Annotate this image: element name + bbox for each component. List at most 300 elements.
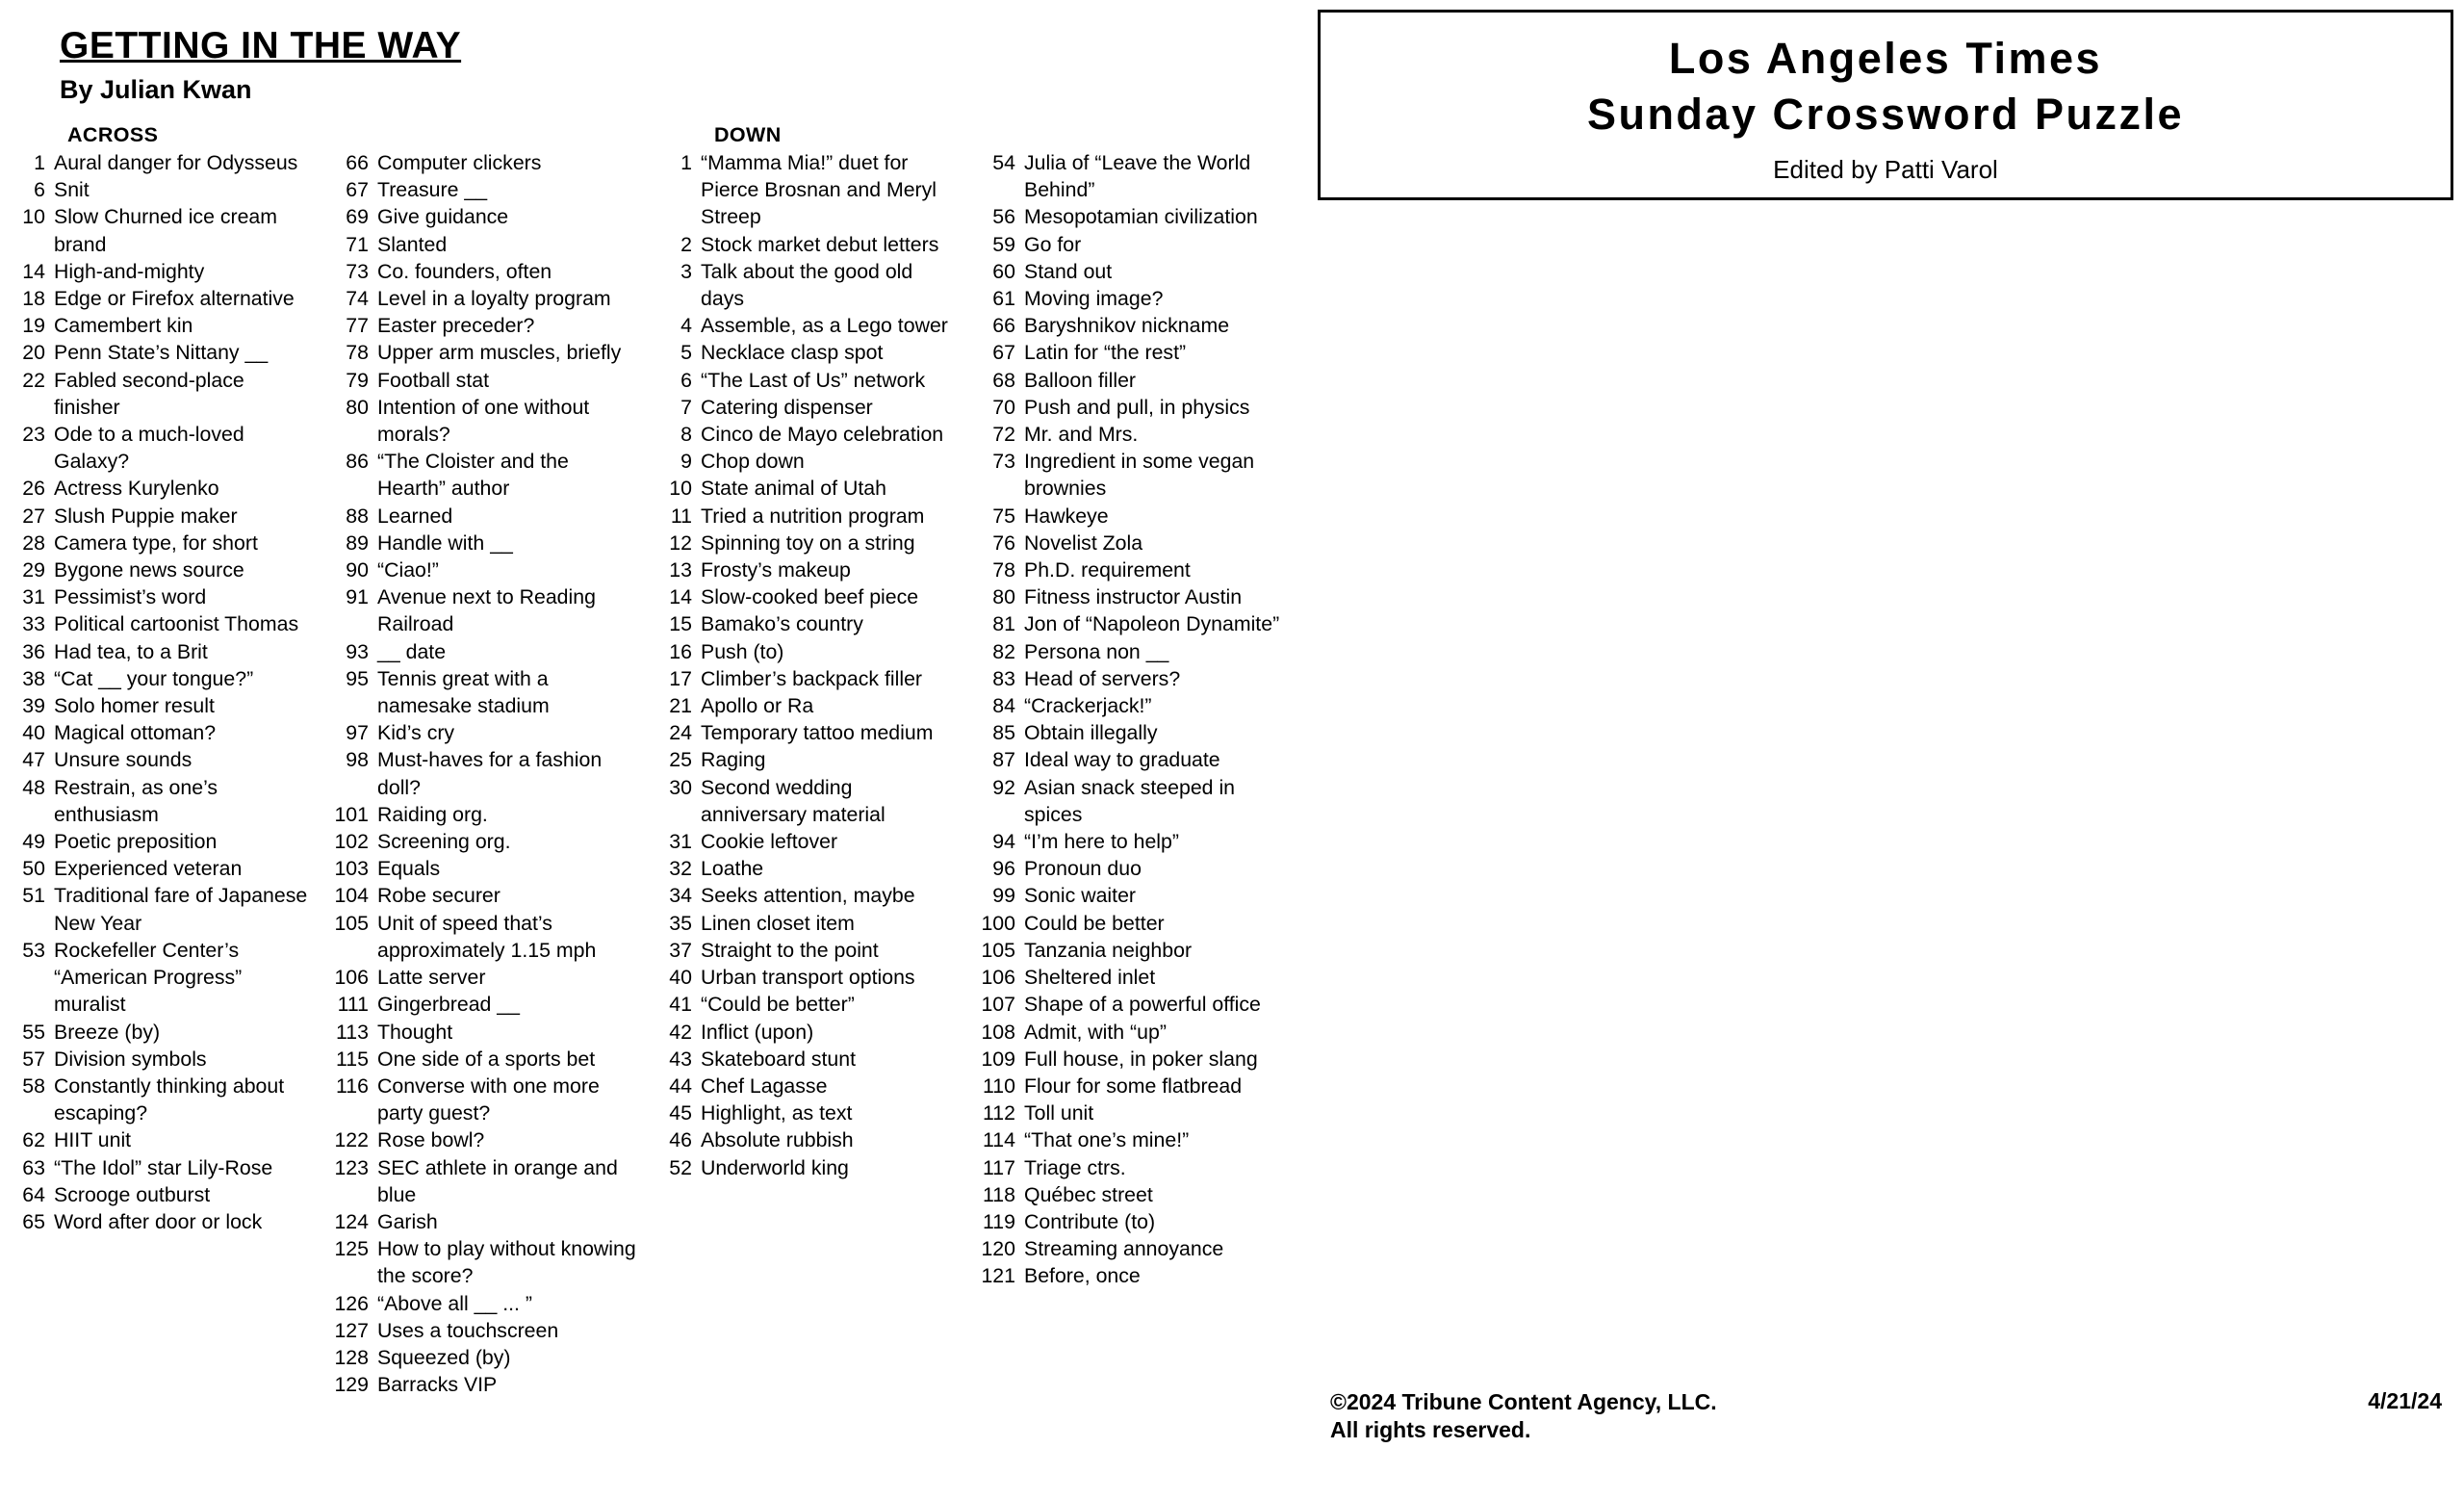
clue-item[interactable] bbox=[323, 1046, 637, 1073]
clue-text: Avenue next to Reading Railroad bbox=[377, 585, 596, 636]
clue-item[interactable] bbox=[0, 203, 314, 257]
clue-item[interactable] bbox=[647, 1099, 961, 1126]
clue-text: Screening org. bbox=[377, 830, 511, 854]
clue-text: Scrooge outburst bbox=[54, 1182, 211, 1206]
clue-text: Unit of speed that’s approximately 1.15 mph bbox=[377, 911, 597, 962]
clue-text: “Mamma Mia!” duet for Pierce Brosnan and Meryl Streep bbox=[701, 151, 937, 229]
page-title: GETTING IN THE WAY bbox=[60, 25, 462, 66]
clue-item[interactable] bbox=[323, 828, 637, 855]
clue-number: 36 bbox=[22, 639, 45, 663]
clue-item[interactable] bbox=[0, 285, 314, 312]
clue-item[interactable] bbox=[0, 312, 314, 339]
clue-text: Squeezed (by) bbox=[377, 1345, 511, 1369]
clue-text: Garish bbox=[377, 1209, 438, 1233]
clue-number: 39 bbox=[22, 694, 45, 718]
clue-item[interactable] bbox=[323, 231, 637, 258]
clue-item[interactable] bbox=[647, 937, 961, 964]
clue-item[interactable] bbox=[0, 937, 314, 1019]
clue-number: 122 bbox=[334, 1128, 369, 1152]
clue-number: 78 bbox=[346, 341, 369, 365]
clue-item[interactable] bbox=[647, 1073, 961, 1099]
clue-item[interactable] bbox=[323, 1073, 637, 1126]
clue-item[interactable] bbox=[647, 149, 961, 231]
clue-number: 103 bbox=[334, 857, 369, 881]
clue-number: 30 bbox=[669, 775, 692, 799]
clue-text: SEC athlete in orange and blue bbox=[377, 1155, 618, 1206]
clue-item[interactable] bbox=[647, 665, 961, 692]
clue-item[interactable] bbox=[970, 964, 1284, 991]
clue-number: 94 bbox=[992, 830, 1015, 854]
clue-text: Obtain illegally bbox=[1024, 721, 1158, 745]
clue-item[interactable] bbox=[970, 448, 1284, 502]
clue-number: 44 bbox=[669, 1073, 692, 1098]
clue-item[interactable] bbox=[970, 1073, 1284, 1099]
clue-text: Raging bbox=[701, 748, 766, 772]
clue-text: Frosty’s makeup bbox=[701, 558, 851, 582]
clue-item[interactable] bbox=[0, 610, 314, 637]
clue-item[interactable] bbox=[323, 719, 637, 746]
clue-item[interactable] bbox=[647, 692, 961, 719]
clue-item[interactable] bbox=[323, 638, 637, 665]
clue-text: Experienced veteran bbox=[54, 857, 243, 881]
clue-item[interactable] bbox=[970, 258, 1284, 285]
clue-text: Inflict (upon) bbox=[701, 1020, 814, 1044]
clue-item[interactable] bbox=[0, 1181, 314, 1208]
clue-number: 64 bbox=[22, 1182, 45, 1206]
clue-number: 3 bbox=[680, 259, 692, 283]
clue-item[interactable] bbox=[647, 503, 961, 530]
clue-number: 22 bbox=[22, 368, 45, 392]
clue-number: 80 bbox=[346, 395, 369, 419]
clue-number: 14 bbox=[669, 585, 692, 609]
clue-item[interactable] bbox=[323, 1235, 637, 1289]
clue-item[interactable] bbox=[647, 421, 961, 448]
clue-item[interactable] bbox=[970, 828, 1284, 855]
clue-item[interactable] bbox=[970, 1262, 1284, 1289]
clue-item[interactable] bbox=[970, 746, 1284, 773]
clue-number: 41 bbox=[669, 993, 692, 1017]
clue-number: 70 bbox=[992, 395, 1015, 419]
clue-number: 123 bbox=[334, 1155, 369, 1179]
clue-item[interactable] bbox=[970, 203, 1284, 230]
clue-item[interactable] bbox=[323, 665, 637, 719]
clue-text: Level in a loyalty program bbox=[377, 287, 611, 311]
clue-item[interactable] bbox=[323, 882, 637, 909]
clue-number: 11 bbox=[670, 504, 692, 528]
clue-item[interactable] bbox=[970, 1154, 1284, 1181]
clue-item[interactable] bbox=[647, 339, 961, 366]
clue-item[interactable] bbox=[323, 991, 637, 1018]
masthead-editor: Edited by Patti Varol bbox=[1773, 155, 1998, 184]
clue-item[interactable] bbox=[970, 1208, 1284, 1235]
clue-item[interactable] bbox=[970, 231, 1284, 258]
clue-item[interactable] bbox=[970, 638, 1284, 665]
clue-item[interactable] bbox=[0, 1154, 314, 1181]
clue-text: Handle with __ bbox=[377, 530, 513, 555]
clue-number: 124 bbox=[334, 1209, 369, 1233]
clue-text: Jon of “Napoleon Dynamite” bbox=[1024, 612, 1280, 636]
clue-text: Football stat bbox=[377, 368, 490, 392]
clue-number: 77 bbox=[346, 314, 369, 338]
clue-number: 73 bbox=[992, 450, 1015, 474]
clue-text: Shape of a powerful office bbox=[1024, 993, 1261, 1017]
clue-item[interactable] bbox=[970, 1126, 1284, 1153]
clue-text: State animal of Utah bbox=[701, 477, 886, 501]
clue-number: 87 bbox=[992, 748, 1015, 772]
clue-text: Latte server bbox=[377, 966, 486, 990]
clue-item[interactable] bbox=[970, 719, 1284, 746]
clue-number: 47 bbox=[22, 748, 45, 772]
copyright-line-2: All rights reserved. bbox=[1330, 1417, 1531, 1442]
clue-item[interactable] bbox=[647, 991, 961, 1018]
clue-text: Equals bbox=[377, 857, 441, 881]
clue-text: One side of a sports bet bbox=[377, 1047, 596, 1071]
clue-text: Toll unit bbox=[1024, 1101, 1094, 1125]
clue-item[interactable] bbox=[323, 176, 637, 203]
clue-number: 10 bbox=[22, 205, 45, 229]
clue-text: Ingredient in some vegan brownies bbox=[1024, 450, 1255, 501]
clue-number: 55 bbox=[22, 1020, 45, 1044]
clue-item[interactable] bbox=[323, 1371, 637, 1398]
clue-column-header: ACROSS bbox=[67, 123, 159, 146]
clue-number: 40 bbox=[669, 966, 692, 990]
clue-number: 80 bbox=[992, 585, 1015, 609]
clue-item[interactable] bbox=[970, 312, 1284, 339]
clue-item[interactable] bbox=[0, 719, 314, 746]
clue-item[interactable] bbox=[0, 1046, 314, 1073]
clue-number: 107 bbox=[981, 993, 1015, 1017]
clue-item[interactable] bbox=[323, 964, 637, 991]
clue-item[interactable] bbox=[647, 394, 961, 421]
clue-item[interactable] bbox=[323, 556, 637, 583]
clue-item[interactable] bbox=[647, 746, 961, 773]
clue-item[interactable] bbox=[647, 1046, 961, 1073]
clue-text: Contribute (to) bbox=[1024, 1209, 1156, 1233]
clue-item[interactable] bbox=[0, 583, 314, 610]
clue-item[interactable] bbox=[970, 1019, 1284, 1046]
clue-item[interactable] bbox=[970, 692, 1284, 719]
clue-item[interactable] bbox=[0, 475, 314, 502]
clue-item[interactable] bbox=[323, 149, 637, 176]
clue-text: HIIT unit bbox=[54, 1128, 132, 1152]
masthead-line-1: Los Angeles Times bbox=[1668, 34, 2103, 83]
clue-item[interactable] bbox=[0, 1208, 314, 1235]
clue-text: Sheltered inlet bbox=[1024, 966, 1156, 990]
clue-item[interactable] bbox=[970, 1235, 1284, 1262]
clue-text: Climber’s backpack filler bbox=[701, 666, 923, 690]
masthead-line-2: Sunday Crossword Puzzle bbox=[1586, 90, 2185, 139]
clue-item[interactable] bbox=[323, 583, 637, 637]
clue-item[interactable] bbox=[323, 203, 637, 230]
clue-item[interactable] bbox=[647, 475, 961, 502]
clue-text: Underworld king bbox=[701, 1155, 849, 1179]
clue-text: Straight to the point bbox=[701, 938, 879, 962]
clue-text: Sonic waiter bbox=[1024, 884, 1136, 908]
clue-number: 120 bbox=[981, 1237, 1015, 1261]
clue-text: Thought bbox=[377, 1020, 453, 1044]
clue-item[interactable] bbox=[0, 692, 314, 719]
clue-item[interactable] bbox=[647, 1019, 961, 1046]
clue-number: 10 bbox=[669, 477, 692, 501]
clue-item[interactable] bbox=[970, 421, 1284, 448]
clue-item[interactable] bbox=[647, 774, 961, 828]
clue-item[interactable] bbox=[970, 1181, 1284, 1208]
clue-item[interactable] bbox=[0, 746, 314, 773]
clue-item[interactable] bbox=[647, 638, 961, 665]
clue-number: 101 bbox=[334, 802, 369, 826]
clue-item[interactable] bbox=[0, 774, 314, 828]
clue-text: Tanzania neighbor bbox=[1024, 938, 1193, 962]
clue-text: Word after door or lock bbox=[54, 1209, 263, 1233]
clue-text: How to play without knowing the score? bbox=[377, 1237, 636, 1288]
clue-number: 38 bbox=[22, 666, 45, 690]
clue-item[interactable] bbox=[970, 937, 1284, 964]
clue-item[interactable] bbox=[970, 394, 1284, 421]
clue-item[interactable] bbox=[0, 1126, 314, 1153]
clue-number: 71 bbox=[346, 232, 369, 256]
clue-item[interactable] bbox=[0, 149, 314, 176]
clue-number: 95 bbox=[346, 666, 369, 690]
clue-number: 21 bbox=[669, 694, 692, 718]
clue-item[interactable] bbox=[0, 638, 314, 665]
clue-item[interactable] bbox=[0, 258, 314, 285]
clue-number: 114 bbox=[983, 1128, 1015, 1152]
clue-text: Rose bowl? bbox=[377, 1128, 485, 1152]
clue-number: 105 bbox=[981, 938, 1015, 962]
clue-text: “The Idol” star Lily-Rose bbox=[54, 1155, 273, 1179]
clue-text: Bygone news source bbox=[54, 558, 244, 582]
clue-number: 106 bbox=[981, 966, 1015, 990]
clue-text: “The Last of Us” network bbox=[701, 368, 926, 392]
clue-item[interactable] bbox=[647, 312, 961, 339]
clue-item[interactable] bbox=[970, 882, 1284, 909]
clue-item[interactable] bbox=[323, 1317, 637, 1344]
clue-item[interactable] bbox=[647, 610, 961, 637]
clue-number: 1 bbox=[680, 151, 692, 174]
clue-item[interactable] bbox=[323, 503, 637, 530]
clue-number: 116 bbox=[336, 1073, 369, 1098]
clue-number: 100 bbox=[981, 911, 1015, 935]
clue-item[interactable] bbox=[647, 1126, 961, 1153]
clue-item[interactable] bbox=[323, 285, 637, 312]
clue-text: Barracks VIP bbox=[377, 1373, 498, 1397]
clue-number: 83 bbox=[992, 666, 1015, 690]
clue-text: Triage ctrs. bbox=[1024, 1155, 1126, 1179]
clue-item[interactable] bbox=[970, 556, 1284, 583]
clue-number: 26 bbox=[22, 477, 45, 501]
clue-number: 115 bbox=[336, 1047, 369, 1071]
clue-text: Snit bbox=[54, 178, 90, 202]
footer bbox=[1330, 1388, 2442, 1444]
clue-text: Streaming annoyance bbox=[1024, 1237, 1224, 1261]
clue-number: 76 bbox=[992, 530, 1015, 555]
clue-item[interactable] bbox=[970, 774, 1284, 828]
clue-number: 126 bbox=[334, 1291, 369, 1315]
clue-text: Necklace clasp spot bbox=[701, 341, 884, 365]
clue-column bbox=[0, 123, 323, 1398]
clue-text: Stock market debut letters bbox=[701, 232, 939, 256]
clue-number: 28 bbox=[22, 530, 45, 555]
clue-text: Edge or Firefox alternative bbox=[54, 287, 295, 311]
clue-item[interactable] bbox=[323, 746, 637, 800]
clue-item[interactable] bbox=[323, 394, 637, 448]
clue-columns bbox=[0, 123, 1295, 1398]
clue-text: Poetic preposition bbox=[54, 830, 218, 854]
clue-item[interactable] bbox=[970, 339, 1284, 366]
clue-item[interactable] bbox=[323, 1344, 637, 1371]
clue-item[interactable] bbox=[647, 882, 961, 909]
clue-item[interactable] bbox=[970, 503, 1284, 530]
clue-item[interactable] bbox=[0, 176, 314, 203]
clue-text: Temporary tattoo medium bbox=[701, 721, 934, 745]
clue-item[interactable] bbox=[647, 367, 961, 394]
clue-item[interactable] bbox=[323, 258, 637, 285]
clue-number: 12 bbox=[669, 530, 692, 555]
clue-number: 102 bbox=[334, 830, 369, 854]
clue-text: Apollo or Ra bbox=[701, 694, 814, 718]
clue-item[interactable] bbox=[970, 1046, 1284, 1073]
clue-text: “Cat __ your tongue?” bbox=[54, 666, 254, 690]
clue-item[interactable] bbox=[647, 530, 961, 556]
clue-item[interactable] bbox=[970, 149, 1284, 203]
clue-number: 69 bbox=[346, 205, 369, 229]
clue-text: Traditional fare of Japanese New Year bbox=[54, 884, 308, 935]
puzzle-panel bbox=[1304, 0, 2464, 1500]
clue-text: Pessimist’s word bbox=[54, 585, 207, 609]
clue-number: 23 bbox=[22, 423, 45, 447]
clue-text: Latin for “the rest” bbox=[1024, 341, 1187, 365]
clue-item[interactable] bbox=[0, 828, 314, 855]
clue-number: 108 bbox=[981, 1020, 1015, 1044]
clue-item[interactable] bbox=[970, 530, 1284, 556]
clue-number: 66 bbox=[346, 151, 369, 174]
clue-item[interactable] bbox=[647, 258, 961, 312]
clue-item[interactable] bbox=[647, 910, 961, 937]
clue-text: Fabled second-place finisher bbox=[54, 368, 244, 419]
clue-item[interactable] bbox=[0, 855, 314, 882]
clue-text: Camembert kin bbox=[54, 314, 193, 338]
clue-number: 109 bbox=[981, 1047, 1015, 1071]
clue-item[interactable] bbox=[323, 1019, 637, 1046]
clue-item[interactable] bbox=[0, 556, 314, 583]
clue-number: 50 bbox=[22, 857, 45, 881]
clue-number: 17 bbox=[669, 666, 692, 690]
clue-number: 110 bbox=[983, 1073, 1015, 1098]
clue-number: 79 bbox=[346, 368, 369, 392]
clue-column-header: DOWN bbox=[714, 123, 782, 146]
clue-item[interactable] bbox=[970, 665, 1284, 692]
clue-number: 52 bbox=[669, 1155, 692, 1179]
clue-item[interactable] bbox=[0, 1073, 314, 1126]
clue-number: 59 bbox=[992, 232, 1015, 256]
copyright-block bbox=[1330, 1388, 1717, 1444]
clue-item[interactable] bbox=[0, 339, 314, 366]
clue-text: Baryshnikov nickname bbox=[1024, 314, 1230, 338]
clue-text: Solo homer result bbox=[54, 694, 215, 718]
clue-text: Ode to a much-loved Galaxy? bbox=[54, 423, 244, 474]
clue-number: 99 bbox=[992, 884, 1015, 908]
clue-text: __ date bbox=[377, 639, 447, 663]
clue-number: 4 bbox=[680, 314, 692, 338]
clue-item[interactable] bbox=[323, 312, 637, 339]
clue-text: Mesopotamian civilization bbox=[1024, 205, 1258, 229]
clue-number: 35 bbox=[669, 911, 692, 935]
masthead bbox=[1318, 10, 2453, 200]
clue-item[interactable] bbox=[970, 855, 1284, 882]
clue-text: Novelist Zola bbox=[1024, 530, 1143, 555]
clue-item[interactable] bbox=[647, 855, 961, 882]
clue-item[interactable] bbox=[647, 828, 961, 855]
clue-text: Head of servers? bbox=[1024, 666, 1181, 690]
clue-item[interactable] bbox=[647, 964, 961, 991]
clue-item[interactable] bbox=[970, 910, 1284, 937]
clue-item[interactable] bbox=[647, 231, 961, 258]
clue-number: 9 bbox=[680, 450, 692, 474]
clue-item[interactable] bbox=[647, 583, 961, 610]
clue-item[interactable] bbox=[647, 448, 961, 475]
clue-item[interactable] bbox=[647, 719, 961, 746]
clue-item[interactable] bbox=[970, 285, 1284, 312]
clue-item[interactable] bbox=[323, 1154, 637, 1208]
clue-number: 13 bbox=[669, 558, 692, 582]
clue-item[interactable] bbox=[647, 1154, 961, 1181]
clue-item[interactable] bbox=[323, 910, 637, 964]
clue-item[interactable] bbox=[970, 610, 1284, 637]
clue-text: Slow-cooked beef piece bbox=[701, 585, 919, 609]
clue-item[interactable] bbox=[323, 339, 637, 366]
clue-text: Second wedding anniversary material bbox=[701, 775, 886, 826]
clue-item[interactable] bbox=[647, 556, 961, 583]
clue-item[interactable] bbox=[0, 503, 314, 530]
clue-text: Bamako’s country bbox=[701, 612, 863, 636]
clue-item[interactable] bbox=[970, 991, 1284, 1018]
clue-item[interactable] bbox=[970, 1099, 1284, 1126]
clue-text: Easter preceder? bbox=[377, 314, 535, 338]
clue-item[interactable] bbox=[323, 1208, 637, 1235]
clue-item[interactable] bbox=[0, 882, 314, 936]
clue-text: Hawkeye bbox=[1024, 504, 1109, 528]
publication-date: 4/21/24 bbox=[2368, 1388, 2442, 1413]
clue-text: Division symbols bbox=[54, 1047, 207, 1071]
clue-item[interactable] bbox=[0, 421, 314, 475]
clue-text: Treasure __ bbox=[377, 178, 488, 202]
clue-item[interactable] bbox=[323, 1126, 637, 1153]
clue-item[interactable] bbox=[0, 665, 314, 692]
clue-text: Learned bbox=[377, 504, 453, 528]
clue-item[interactable] bbox=[323, 1290, 637, 1317]
clue-text: Urban transport options bbox=[701, 966, 915, 990]
clue-item[interactable] bbox=[323, 855, 637, 882]
clue-item[interactable] bbox=[323, 801, 637, 828]
clue-item[interactable] bbox=[0, 530, 314, 556]
clue-item[interactable] bbox=[323, 448, 637, 502]
clue-item[interactable] bbox=[0, 367, 314, 421]
clue-text: Loathe bbox=[701, 857, 764, 881]
clue-item[interactable] bbox=[323, 367, 637, 394]
clue-number: 18 bbox=[22, 287, 45, 311]
clue-number: 128 bbox=[334, 1345, 369, 1369]
clue-text: Full house, in poker slang bbox=[1024, 1047, 1258, 1071]
clue-text: Raiding org. bbox=[377, 802, 488, 826]
clue-item[interactable] bbox=[970, 583, 1284, 610]
clue-column bbox=[647, 123, 970, 1398]
clue-number: 1 bbox=[34, 151, 45, 174]
clue-text: “Could be better” bbox=[701, 993, 855, 1017]
clue-number: 89 bbox=[346, 530, 369, 555]
clue-item[interactable] bbox=[323, 530, 637, 556]
clue-item[interactable] bbox=[0, 1019, 314, 1046]
clue-item[interactable] bbox=[970, 367, 1284, 394]
